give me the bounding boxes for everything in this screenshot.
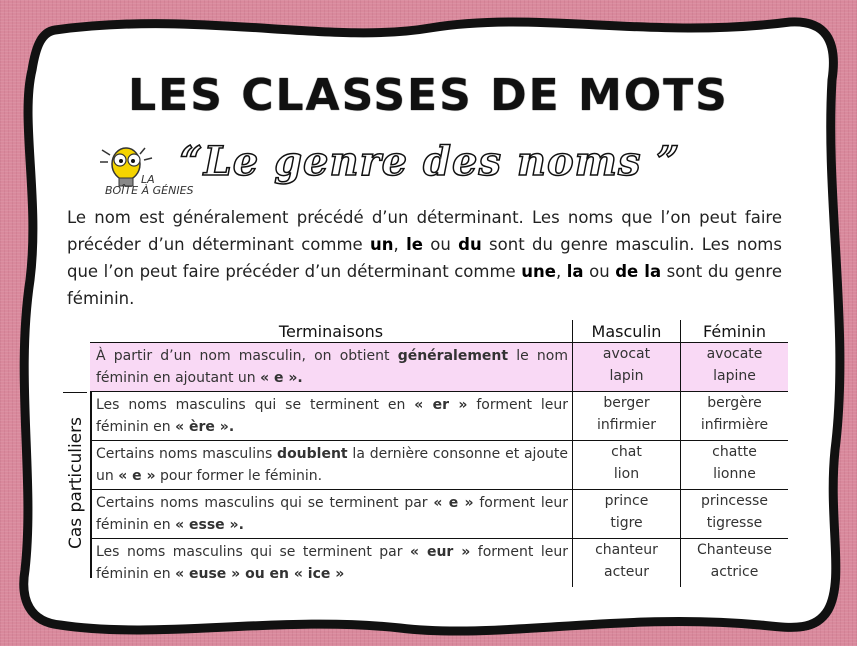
term-cell: Les noms masculins qui se terminent par « eur » forment leur féminin en « euse » ou en « ice »: [96, 544, 569, 582]
fem-cell: princesse tigresse: [681, 490, 789, 539]
table-row: [90, 539, 788, 588]
det-de-la: de la: [615, 262, 662, 281]
masc-cell: chanteur acteur: [573, 539, 681, 588]
intro-paragraph: Le nom est généralement précédé d’un déterminant. Les noms que l’on peut faire précéder d’un déterminant comme un, le ou du sont du genre masculin. Les noms que l’on peut faire précéder d’un déterminant comme une, la ou de la sont du genre féminin.: [67, 208, 782, 308]
table-row: [90, 343, 788, 392]
table-row: [90, 392, 788, 441]
det-le: le: [406, 235, 423, 254]
masc-cell: berger infirmier: [573, 392, 681, 441]
masc-cell: chat lion: [573, 441, 681, 490]
fem-cell: bergère infirmière: [681, 392, 789, 441]
masc-cell: avocat lapin: [573, 343, 681, 392]
table-row: [90, 441, 788, 490]
header-feminin: Féminin: [681, 320, 789, 343]
masc-cell: prince tigre: [573, 490, 681, 539]
table-row: [90, 490, 788, 539]
subtitle: “Le genre des noms ”: [179, 138, 681, 185]
table-header: [90, 320, 788, 343]
logo-line-2: BOÎTE À GÉNIES: [105, 184, 194, 197]
endings-table: [90, 320, 788, 587]
det-du: du: [458, 235, 482, 254]
fem-cell: avocate lapine: [681, 343, 789, 392]
header-terms: Terminaisons: [90, 320, 573, 343]
det-un: un: [370, 235, 394, 254]
term-cell: À partir d’un nom masculin, on obtient généralement le nom féminin en ajoutant un « e ».: [90, 343, 573, 392]
term-cell: Les noms masculins qui se terminent en « er » forment leur féminin en « ère ».: [90, 392, 573, 441]
header-masculin: Masculin: [573, 320, 681, 343]
side-label: Cas particuliers: [66, 417, 86, 550]
term-cell: Certains noms masculins qui se terminent par « e » forment leur féminin en « esse ».: [90, 490, 573, 539]
fem-cell: Chanteuse actrice: [681, 539, 789, 588]
term-cell: Certains noms masculins doublent la dernière consonne et ajoute un « e » pour former le féminin.: [90, 441, 573, 490]
logo-line-1: LA: [141, 173, 155, 186]
page-title: LES CLASSES DE MOTS: [128, 70, 729, 121]
det-la: la: [566, 262, 584, 281]
side-label-box: [63, 392, 87, 579]
fem-cell: chatte lionne: [681, 441, 789, 490]
det-une: une: [521, 262, 556, 281]
